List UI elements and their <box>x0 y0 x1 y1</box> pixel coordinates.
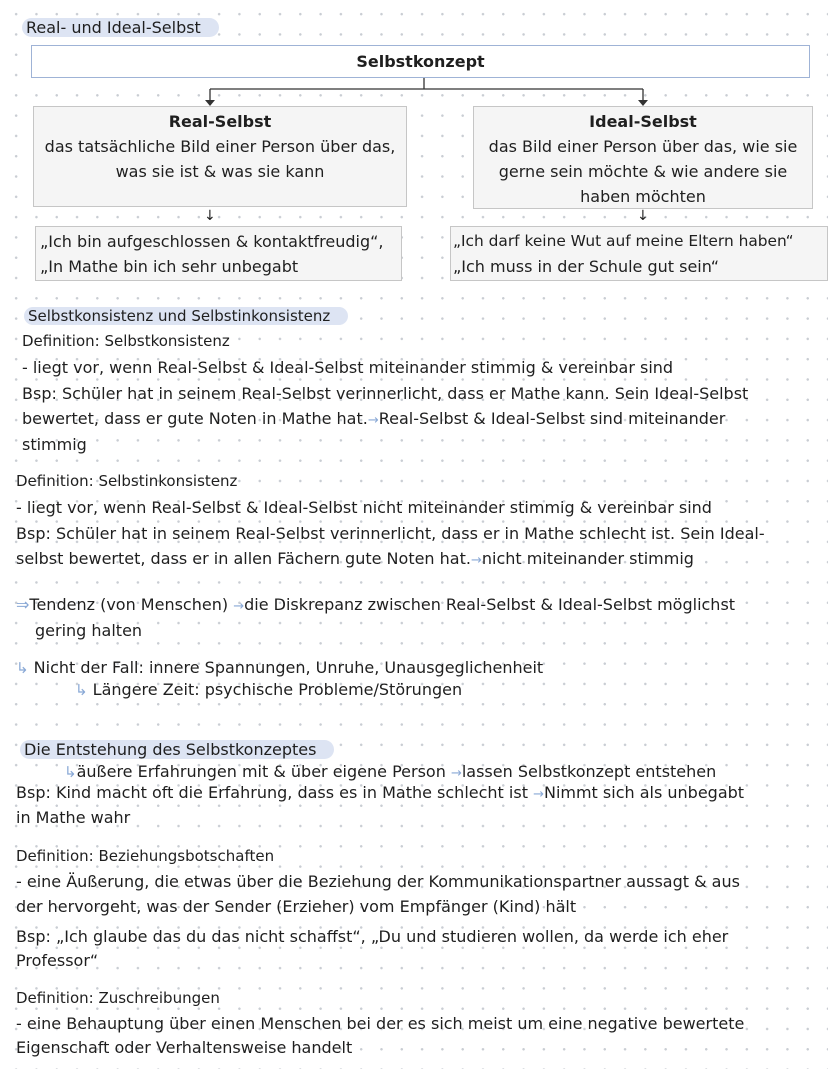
ideal-quote-2: „Ich muss in der Schule gut sein“ <box>453 257 720 276</box>
definition-selbstkonsistenz-title: Definition: Selbstkonsistenz <box>22 332 230 350</box>
real-selbst-desc-1: das tatsächliche Bild einer Person über das, <box>44 137 396 156</box>
arrow-icon: → <box>470 553 482 568</box>
nicht-der-fall: ↳ Nicht der Fall: innere Spannungen, Unruhe, Unausgeglichenheit <box>16 658 544 677</box>
ideal-selbst-quotes <box>450 226 828 281</box>
real-selbst-quotes <box>35 226 402 281</box>
bsp-entstehung-line-1: Bsp: Kind macht oft die Erfahrung, dass es in Mathe schlecht ist →Nimmt sich als unbegabt <box>16 783 745 802</box>
real-selbst-box <box>33 106 407 207</box>
section-heading-entstehung: Die Entstehung des Selbstkonzeptes <box>20 737 334 762</box>
ideal-selbst-desc-3: haben möchten <box>580 187 706 206</box>
arrow-icon: → <box>367 413 379 428</box>
definition-zuschreibungen-title: Definition: Zuschreibungen <box>16 989 220 1007</box>
bsp-entstehung-line-2: in Mathe wahr <box>16 808 131 827</box>
definition-beziehungsbotschaften-line-2: der hervorgeht, was der Sender (Erzieher) vom Empfänger (Kind) hält <box>16 897 577 916</box>
return-arrow-icon: ↳ <box>75 681 88 699</box>
ideal-selbst-desc-1: das Bild einer Person über das, wie sie <box>488 137 798 156</box>
return-arrow-icon: ↳ <box>16 659 29 677</box>
ideal-quote-1: „Ich darf keine Wut auf meine Eltern haben“ <box>453 232 794 250</box>
real-selbst-title: Real-Selbst <box>168 112 272 131</box>
ideal-selbst-box <box>473 106 813 209</box>
arrow-icon: → <box>233 599 245 614</box>
down-arrow-icon: ↓ <box>204 208 216 224</box>
definition-zuschreibungen-line-1: - eine Behauptung über einen Menschen bei der es sich meist um eine negative bewertete <box>16 1014 745 1033</box>
section-heading-konsistenz: Selbstkonsistenz und Selbstinkonsistenz <box>24 305 348 327</box>
bsp1-line-2: bewertet, dass er gute Noten in Mathe hat.→Real-Selbst & Ideal-Selbst sind miteinander <box>22 409 726 428</box>
bsp1-line-1: Bsp: Schüler hat in seinem Real-Selbst verinnerlicht, dass er Mathe kann. Sein Ideal-Selbst <box>22 384 749 403</box>
double-arrow-icon: ⇒ <box>16 595 30 614</box>
real-selbst-desc-2: was sie ist & was sie kann <box>115 162 325 181</box>
tendenz-line-1: ⇒Tendenz (von Menschen) →die Diskrepanz zwischen Real-Selbst & Ideal-Selbst möglichst <box>16 595 736 614</box>
definition-beziehungsbotschaften-title: Definition: Beziehungsbotschaften <box>16 847 275 865</box>
section-heading-real-ideal: Real- und Ideal-Selbst <box>22 15 219 40</box>
entstehung-subline: ↳äußere Erfahrungen mit & über eigene Person →lassen Selbstkonzept entstehen <box>64 762 717 781</box>
bsp1-line-3: stimmig <box>22 435 87 454</box>
arrow-icon: → <box>450 766 462 781</box>
ideal-selbst-desc-2: gerne sein möchte & wie andere sie <box>498 162 788 181</box>
bsp3-line-2: Professor“ <box>16 951 99 970</box>
selbstkonzept-title: Selbstkonzept <box>356 52 485 71</box>
bsp2-line-1: Bsp: Schüler hat in seinem Real-Selbst verinnerlicht, dass er in Mathe schlecht ist. Sein Ideal- <box>16 524 765 543</box>
tendenz-line-2: gering halten <box>35 621 143 640</box>
definition-beziehungsbotschaften-line-1: - eine Äußerung, die etwas über die Beziehung der Kommunikationspartner aussagt & aus <box>16 872 740 891</box>
down-arrow-icon: ↓ <box>637 208 649 224</box>
bsp2-line-2: selbst bewertet, dass er in allen Fächern gute Noten hat.→nicht miteinander stimmig <box>16 549 694 568</box>
definition-selbstkonsistenz-text: - liegt vor, wenn Real-Selbst & Ideal-Selbst miteinander stimmig & vereinbar sind <box>22 358 674 377</box>
arrow-icon: → <box>533 787 544 802</box>
real-quote-1: „Ich bin aufgeschlossen & kontaktfreudig“, <box>40 232 384 251</box>
return-arrow-icon: ↳ <box>64 763 77 781</box>
bsp3-line-1: Bsp: „Ich glaube das du das nicht schaffst“, „Du und studieren wollen, da werde ich eher <box>16 927 729 946</box>
definition-selbstinkonsistenz-title: Definition: Selbstinkonsistenz <box>16 472 238 490</box>
selbstkonzept-box <box>31 45 810 78</box>
definition-zuschreibungen-line-2: Eigenschaft oder Verhaltensweise handelt <box>16 1038 353 1057</box>
laengere-zeit: ↳ Längere Zeit: psychische Probleme/Störungen <box>75 680 463 699</box>
ideal-selbst-title: Ideal-Selbst <box>589 112 697 131</box>
definition-selbstinkonsistenz-text: - liegt vor, wenn Real-Selbst & Ideal-Selbst nicht miteinander stimmig & vereinbar sind <box>16 498 712 517</box>
real-quote-2: „In Mathe bin ich sehr unbegabt <box>40 257 299 276</box>
